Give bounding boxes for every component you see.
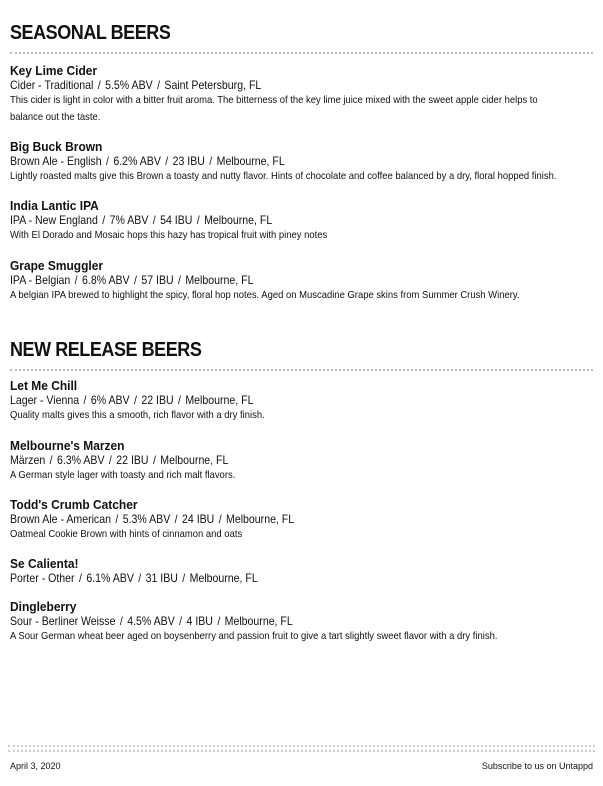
beer-ibu: 23 IBU bbox=[172, 154, 205, 168]
beer-meta: IPA - Belgian / 6.8% ABV / 57 IBU / Melbourne, FL bbox=[10, 273, 254, 287]
beer-meta: Lager - Vienna / 6% ABV / 22 IBU / Melbourne, FL bbox=[10, 393, 254, 407]
beer-style: Cider bbox=[10, 78, 36, 92]
beer-item bbox=[10, 139, 603, 185]
beer-meta: Brown Ale - American / 5.3% ABV / 24 IBU / Melbourne, FL bbox=[10, 512, 295, 526]
beer-meta: Cider - Traditional / 5.5% ABV / Saint Petersburg, FL bbox=[10, 78, 262, 92]
beer-substyle: Berliner Weisse bbox=[41, 614, 116, 628]
beer-name: Grape Smuggler bbox=[10, 258, 104, 273]
beer-name: Big Buck Brown bbox=[10, 139, 103, 154]
beer-style: Brown Ale bbox=[10, 512, 58, 526]
beer-item bbox=[10, 63, 603, 126]
beer-meta: Sour - Berliner Weisse / 4.5% ABV / 4 IBU / Melbourne, FL bbox=[10, 614, 293, 628]
beer-item bbox=[10, 198, 603, 244]
beer-style: IPA bbox=[10, 273, 26, 287]
beer-description: Oatmeal Cookie Brown with hints of cinnamon and oats bbox=[10, 528, 243, 540]
beer-description: Lightly roasted malts give this Brown a toasty and nutty flavor. Hints of chocolate and coffee balanced by a dry, floral hopped finish. bbox=[10, 170, 557, 182]
beer-ibu: 57 IBU bbox=[141, 273, 174, 287]
beer-ibu: 22 IBU bbox=[116, 453, 149, 467]
beer-style: Sour bbox=[10, 614, 33, 628]
seasonal-section bbox=[10, 22, 593, 54]
beer-abv: 6% ABV bbox=[90, 393, 130, 407]
beer-substyle: Traditional bbox=[44, 78, 94, 92]
beer-abv: 6.3% ABV bbox=[56, 453, 105, 467]
beer-item bbox=[10, 258, 603, 304]
beer-substyle: Vienna bbox=[46, 393, 80, 407]
beer-abv: 6.1% ABV bbox=[86, 571, 134, 585]
beer-meta: Porter - Other / 6.1% ABV / 31 IBU / Melbourne, FL bbox=[10, 571, 258, 585]
beer-description: A belgian IPA brewed to highlight the spicy, floral hop notes. Aged on Muscadine Grape skins from Summer Crush Winery. bbox=[10, 289, 520, 301]
section-title: SEASONAL BEERS bbox=[10, 22, 171, 44]
beer-item bbox=[10, 438, 603, 484]
beer-name: Se Calienta! bbox=[10, 556, 79, 571]
beer-description: Quality malts gives this a smooth, rich flavor with a dry finish. bbox=[10, 409, 265, 421]
beer-substyle: English bbox=[66, 154, 102, 168]
beer-ibu: 31 IBU bbox=[145, 571, 178, 585]
beer-name: Key Lime Cider bbox=[10, 63, 98, 78]
beer-abv: 5.3% ABV bbox=[122, 512, 171, 526]
beer-abv: 6.2% ABV bbox=[113, 154, 161, 168]
beer-style: Märzen bbox=[10, 453, 46, 467]
beer-style: Porter bbox=[10, 571, 39, 585]
beer-location: Melbourne, FL bbox=[224, 614, 293, 628]
section-title: NEW RELEASE BEERS bbox=[10, 339, 202, 361]
beer-name: Todd's Crumb Catcher bbox=[10, 497, 138, 512]
beer-meta: Brown Ale - English / 6.2% ABV / 23 IBU / Melbourne, FL bbox=[10, 154, 285, 168]
beer-meta: IPA - New England / 7% ABV / 54 IBU / Melbourne, FL bbox=[10, 213, 273, 227]
beer-substyle: New England bbox=[35, 213, 98, 227]
beer-ibu: 22 IBU bbox=[141, 393, 174, 407]
beer-abv: 6.8% ABV bbox=[82, 273, 130, 287]
beer-location: Melbourne, FL bbox=[226, 512, 295, 526]
beer-description: A German style lager with toasty and rich malt flavors. bbox=[10, 469, 236, 481]
beer-location: Melbourne, FL bbox=[189, 571, 258, 585]
beer-ibu: 54 IBU bbox=[160, 213, 193, 227]
subscribe-link[interactable]: Subscribe to us on Untappd bbox=[481, 761, 593, 771]
beer-name: Dingleberry bbox=[10, 599, 77, 614]
beer-description: With El Dorado and Mosaic hops this hazy has tropical fruit with piney notes bbox=[10, 229, 328, 241]
beer-item bbox=[10, 599, 603, 645]
beer-name: Melbourne's Marzen bbox=[10, 438, 125, 453]
beer-item bbox=[10, 497, 603, 543]
footer-divider bbox=[8, 750, 595, 752]
beer-name: Let Me Chill bbox=[10, 378, 78, 393]
footer-divider bbox=[8, 745, 595, 747]
beer-substyle: Belgian bbox=[35, 273, 71, 287]
beer-location: Melbourne, FL bbox=[216, 154, 285, 168]
beer-meta: Märzen / 6.3% ABV / 22 IBU / Melbourne, FL bbox=[10, 453, 229, 467]
beer-item bbox=[10, 378, 603, 424]
beer-abv: 5.5% ABV bbox=[105, 78, 153, 92]
menu-page bbox=[10, 0, 593, 786]
new-release-section bbox=[10, 339, 593, 371]
section-divider bbox=[10, 369, 593, 371]
beer-name: India Lantic IPA bbox=[10, 198, 99, 213]
footer-date: April 3, 2020 bbox=[10, 761, 61, 771]
beer-item bbox=[10, 556, 292, 585]
beer-location: Melbourne, FL bbox=[185, 273, 254, 287]
beer-location: Melbourne, FL bbox=[185, 393, 254, 407]
beer-style: IPA bbox=[10, 213, 26, 227]
section-divider bbox=[10, 52, 593, 54]
beer-ibu: 4 IBU bbox=[186, 614, 213, 628]
beer-style: Lager bbox=[10, 393, 38, 407]
beer-location: Melbourne, FL bbox=[160, 453, 229, 467]
beer-description: A Sour German wheat beer aged on boysenberry and passion fruit to give a tart slightly sweet flavor with a dry finish. bbox=[10, 630, 498, 642]
beer-substyle: American bbox=[66, 512, 111, 526]
beer-abv: 4.5% ABV bbox=[127, 614, 175, 628]
beer-substyle: Other bbox=[48, 571, 75, 585]
beer-description: This cider is light in color with a bitter fruit aroma. The bitterness of the key lime juice mixed with the sweet apple cider helps to balance out the taste. bbox=[10, 94, 538, 123]
beer-ibu: 24 IBU bbox=[182, 512, 215, 526]
beer-style: Brown Ale bbox=[10, 154, 58, 168]
beer-abv: 7% ABV bbox=[109, 213, 149, 227]
beer-location: Melbourne, FL bbox=[204, 213, 273, 227]
beer-location: Saint Petersburg, FL bbox=[164, 78, 262, 92]
